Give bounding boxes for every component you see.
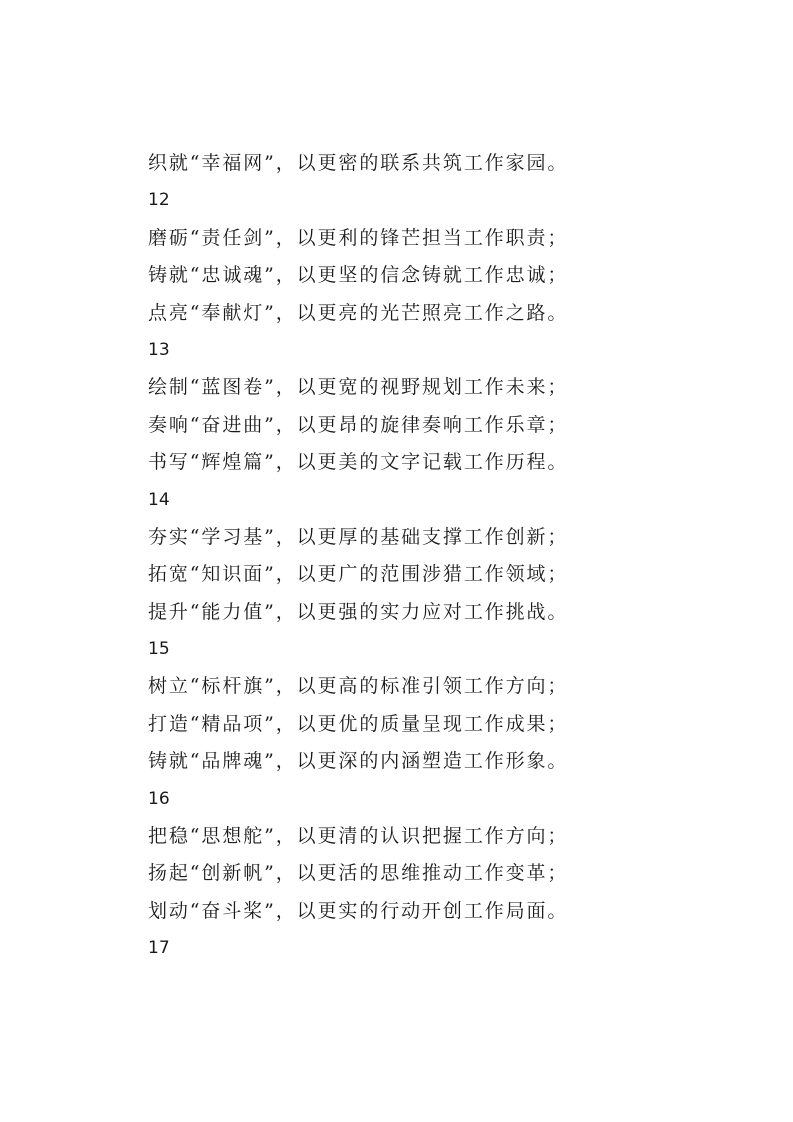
text-line: 铸就“品牌魂”，以更深的内涵塑造工作形象。 [148, 750, 569, 773]
text-line: 磨砺“责任剑”，以更利的锋芒担当工作职责； [148, 226, 569, 249]
text-line: 打造“精品项”，以更优的质量呈现工作成果； [148, 712, 569, 735]
section-number: 12 [148, 190, 170, 211]
text-line: 拓宽“知识面”，以更广的范围涉猎工作领域； [148, 563, 569, 586]
section-number: 13 [148, 339, 170, 360]
text-line: 划动“奋斗桨”，以更实的行动开创工作局面。 [148, 899, 569, 922]
section-number: 16 [148, 788, 170, 809]
text-line: 夯实“学习基”，以更厚的基础支撑工作创新； [148, 525, 569, 548]
text-line: 树立“标杆旗”，以更高的标准引领工作方向； [148, 675, 569, 698]
text-line: 织就“幸福网”，以更密的联系共筑工作家园。 [148, 152, 569, 174]
text-line: 提升“能力值”，以更强的实力应对工作挑战。 [148, 600, 569, 623]
text-line: 铸就“忠诚魂”，以更坚的信念铸就工作忠诚； [148, 264, 569, 287]
text-line: 扬起“创新帆”，以更活的思维推动工作变革； [148, 862, 569, 885]
text-line: 书写“辉煌篇”，以更美的文字记载工作历程。 [148, 451, 569, 474]
text-line: 奏响“奋进曲”，以更昂的旋律奏响工作乐章； [148, 413, 569, 436]
section-number: 17 [148, 938, 170, 959]
text-line: 绘制“蓝图卷”，以更宽的视野规划工作未来； [148, 376, 569, 399]
section-number: 15 [148, 639, 170, 660]
document-body [148, 145, 708, 968]
section-number: 14 [148, 489, 170, 510]
text-line: 把稳“思想舵”，以更清的认识把握工作方向； [148, 825, 569, 848]
text-line: 点亮“奉献灯”，以更亮的光芒照亮工作之路。 [148, 301, 569, 324]
